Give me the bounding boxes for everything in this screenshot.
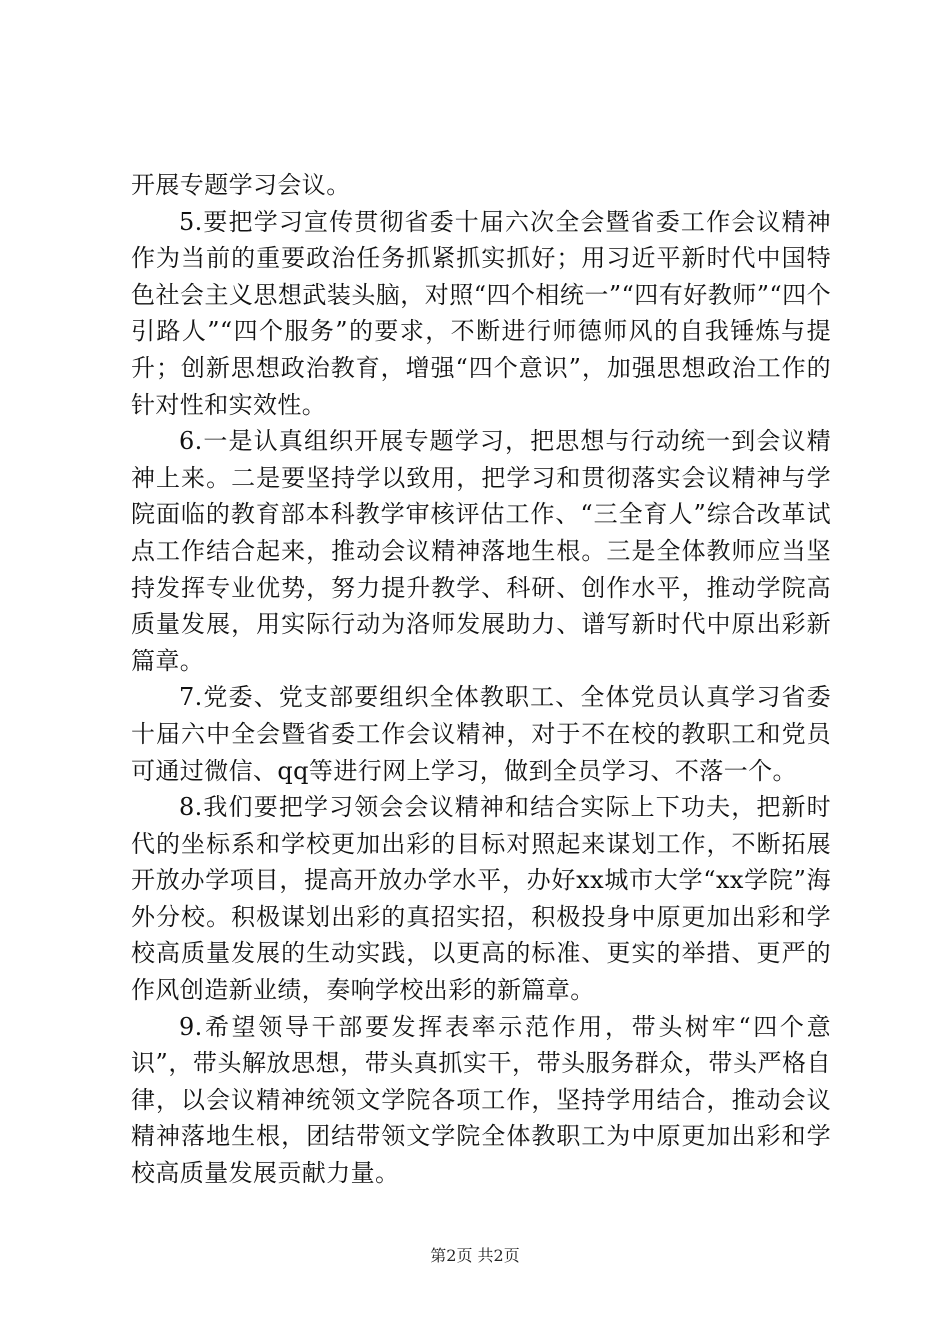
page-number-label: 第2页 共2页	[430, 1246, 520, 1265]
paragraph-item-6: 6.一是认真组织开展专题学习，把思想与行动统一到会议精神上来。二是要坚持学以致用，把学习和贯彻落实会议精神与学院面临的教育部本科教学审核评估工作、“三全育人”综合改革试点工作结合起来，推动会议精神落地生根。三是全体教师应当坚持发挥专业优势，努力提升教学、科研、创作水平，推动学院高质量发展，用实际行动为洛师发展助力、谱写新时代中原出彩新篇章。	[131, 427, 831, 675]
paragraph-continuation: 开展专题学习会议。	[131, 171, 351, 199]
paragraph-item-5: 5.要把学习宣传贯彻省委十届六次全会暨省委工作会议精神作为当前的重要政治任务抓紧抓实抓好；用习近平新时代中国特色社会主义思想武装头脑，对照“四个相统一”“四有好教师”“四个引路人”“四个服务”的要求，不断进行师德师风的自我锤炼与提升；创新思想政治教育，增强“四个意识”，加强思想政治工作的针对性和实效性。	[131, 207, 831, 419]
page-footer	[0, 1246, 950, 1266]
paragraph-item-7: 7.党委、党支部要组织全体教职工、全体党员认真学习省委十届六中全会暨省委工作会议精神，对于不在校的教职工和党员可通过微信、qq等进行网上学习，做到全员学习、不落一个。	[131, 683, 831, 785]
document-body	[131, 167, 831, 1192]
paragraph-item-8: 8.我们要把学习领会会议精神和结合实际上下功夫，把新时代的坐标系和学校更加出彩的目标对照起来谋划工作，不断拓展开放办学项目，提高开放办学水平，办好xx城市大学“xx学院”海外分校。积极谋划出彩的真招实招，积极投身中原更加出彩和学校高质量发展的生动实践，以更高的标准、更实的举措、更严的作风创造新业绩，奏响学校出彩的新篇章。	[131, 793, 831, 1005]
paragraph-item-9: 9.希望领导干部要发挥表率示范作用，带头树牢“四个意识”，带头解放思想，带头真抓实干，带头服务群众，带头严格自律，以会议精神统领文学院各项工作，坚持学用结合，推动会议精神落地生根，团结带领文学院全体教职工为中原更加出彩和学校高质量发展贡献力量。	[131, 1012, 831, 1188]
